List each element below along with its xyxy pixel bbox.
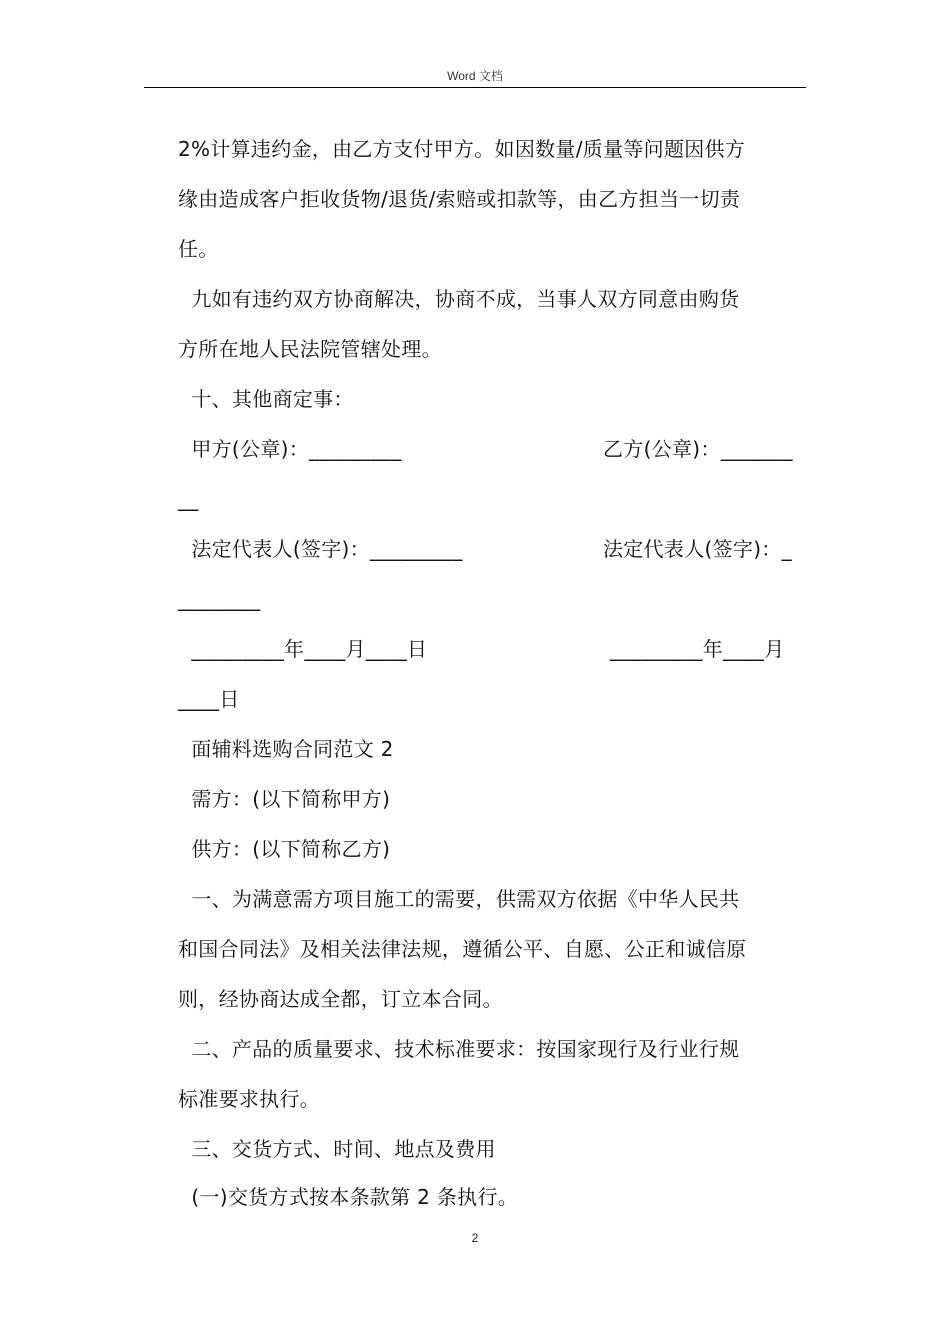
section-title: 面辅料选购合同范文 2 (178, 737, 394, 761)
body-line: 任。 (178, 237, 219, 261)
body-line: 2%计算违约金，由乙方支付甲方。如因数量/质量等问题因供方 (178, 137, 746, 161)
body-line: 一、为满意需方项目施工的需要，供需双方依据《中华人民共 (178, 887, 740, 911)
party-a-date-line: _________年____月____日 (178, 637, 428, 661)
page-number: 2 (471, 1231, 479, 1245)
body-line: 则，经协商达成全都，订立本合同。 (178, 987, 503, 1011)
body-line: 和国合同法》及相关法律法规，遵循公平、自愿、公正和诚信原 (178, 937, 747, 961)
body-line: 九如有违约双方协商解决，协商不成，当事人双方同意由购货 (178, 287, 740, 311)
body-line: ____日 (178, 687, 240, 711)
body-line: 供方：(以下简称乙方) (178, 837, 391, 861)
body-line: ________ (178, 587, 261, 611)
document-header-title: Word 文档 (447, 69, 503, 83)
header-divider (144, 87, 806, 88)
body-line: 标准要求执行。 (178, 1087, 321, 1111)
party-a-representative-line: 法定代表人(签字)：_________ (178, 537, 463, 561)
party-b-representative-line: 法定代表人(签字)：_ (603, 537, 792, 561)
body-line: __ (178, 487, 199, 511)
body-line: 三、交货方式、时间、地点及费用 (178, 1137, 496, 1161)
body-line: 需方：(以下简称甲方) (178, 787, 391, 811)
body-line: 方所在地人民法院管辖处理。 (178, 337, 442, 361)
party-a-seal-line: 甲方(公章)：_________ (178, 437, 402, 461)
party-b-date-line: _________年____月 (610, 637, 785, 661)
body-line: 缘由造成客户拒收货物/退货/索赔或扣款等，由乙方担当一切责 (178, 187, 741, 211)
party-b-seal-line: 乙方(公章)：_______ (603, 437, 793, 461)
body-line: (一)交货方式按本条款第 2 条执行。 (178, 1185, 519, 1209)
body-line: 十、其他商定事： (178, 387, 354, 411)
body-line: 二、产品的质量要求、技术标准要求：按国家现行及行业行规 (178, 1037, 740, 1061)
